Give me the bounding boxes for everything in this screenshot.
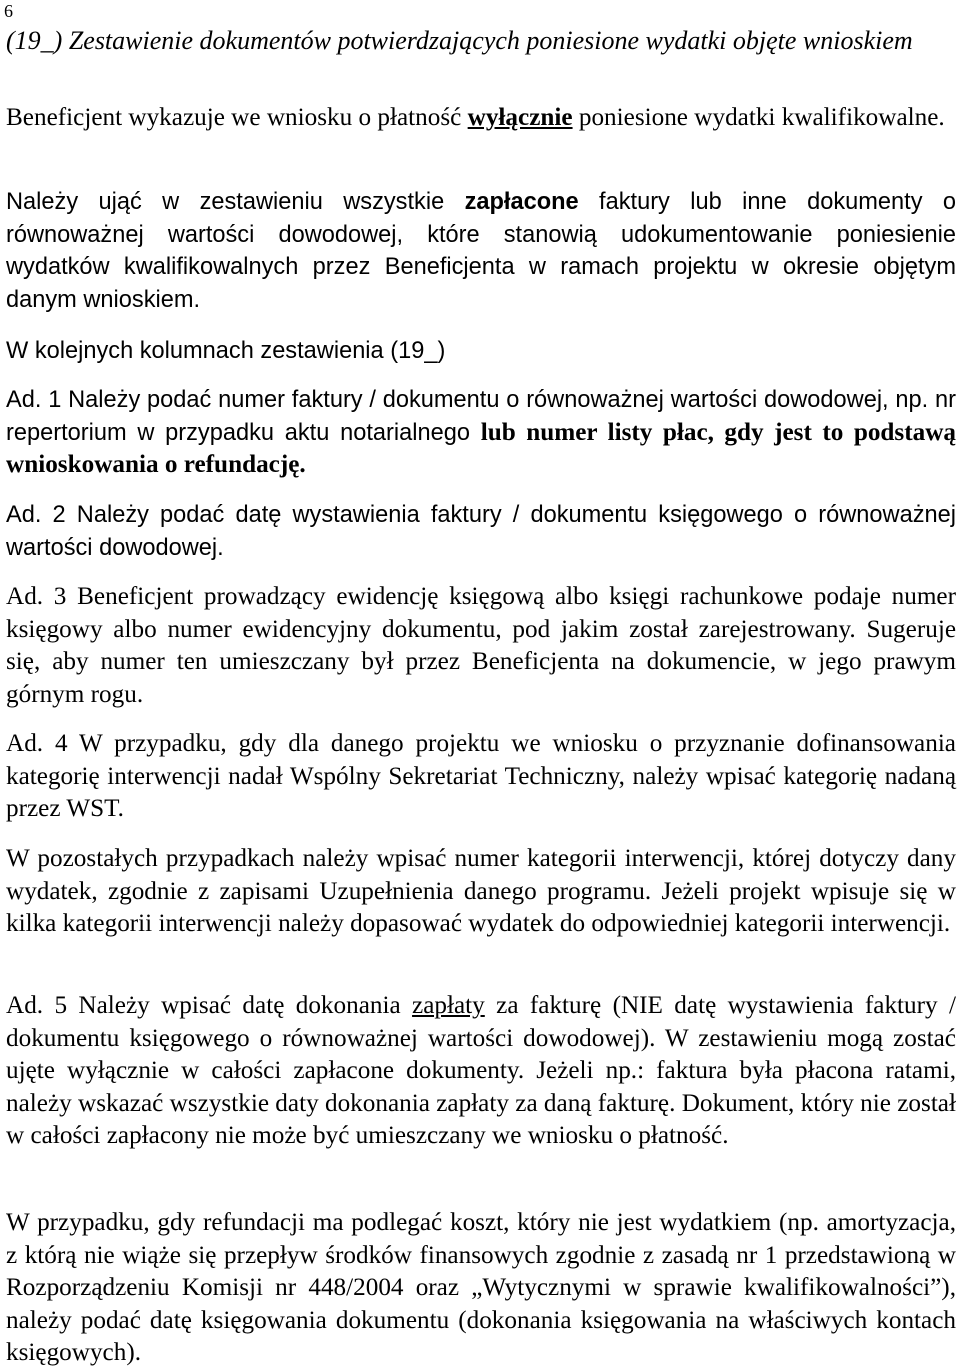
paragraph-ad-2 (6, 499, 956, 564)
paragraph-text: Ad. 2 Należy podać datę wystawienia faktury / dokumentu księgowego o równoważnej wartości dowodowej. (6, 502, 956, 561)
paragraph-other-cases (6, 843, 956, 941)
paragraph-paid-invoices (6, 186, 956, 316)
paragraph-text: faktury lub inne dokumenty o równoważnej wartości dowodowej, które stanowią udokumentowanie poniesienie wydatków kwalifikowalnych przez Beneficjenta w ramach projektu w okresie objętym danym wnioskiem. (6, 189, 956, 313)
paragraph-text: Beneficjent wykazuje we wniosku o płatność (6, 104, 468, 131)
paragraph-ad-5 (6, 990, 956, 1153)
paragraph-text: Ad. 1 Należy podać numer faktury / dokumentu o równoważnej wartości dowodowej, np. nr repertorium w przypadku aktu notarialnego (6, 387, 956, 446)
paragraph-text: Ad. 4 W przypadku, gdy dla danego projektu we wniosku o przyznanie dofinansowania kategorię interwencji nadał Wspólny Sekretariat Techniczny, należy wpisać kategorię nadaną przez WST. (6, 730, 956, 823)
paragraph-text: W przypadku, gdy refundacji ma podlegać koszt, który nie jest wydatkiem (np. amortyzacja, z którą nie wiąże się przepływ środków finansowych zgodnie z zasadą nr 1 przedstawioną w Rozporządzeniu Komisji nr 448/2004 oraz „Wytycznymi w sprawie kwalifikowalności”), należy podać datę księgowania dokumentu (dokonania księgowania na właściwych kontach księgowych). (6, 1209, 956, 1367)
paragraph-ad-1 (6, 384, 956, 482)
paragraph-eligible-expenses (6, 102, 956, 135)
paragraph-ad-4 (6, 728, 956, 826)
emphasis-text: wyłącznie (467, 104, 573, 131)
paragraph-refund-cost (6, 1207, 956, 1370)
paragraph-ad-3 (6, 581, 956, 711)
paragraph-text: Należy ująć w zestawieniu wszystkie (6, 189, 465, 215)
emphasis-text: zapłaty (412, 992, 485, 1019)
paragraph-text: za fakturę (NIE datę wystawienia faktury / dokumentu księgowego o równoważnej wartości dowodowej). W zestawieniu mogą zostać ujęte wyłącznie w całości zapłacone dokumenty. Jeżeli np.: faktura była płacona ratami, należy wskazać wszystkie daty dokonania zapłaty za daną fakturę. Dokument, który nie został w całości zapłacony nie może być umieszczany we wniosku o płatność. (6, 992, 956, 1150)
paragraph-text: W pozostałych przypadkach należy wpisać numer kategorii interwencji, której dotyczy dany wydatek, zgodnie z zapisami Uzupełnienia danego programu. Jeżeli projekt wpisuje się w kilka kategorii interwencji należy dopasować wydatek do odpowiedniej kategorii interwencji. (6, 845, 956, 938)
emphasis-text: zapłacone (464, 189, 579, 215)
paragraph-columns-intro (6, 335, 956, 368)
paragraph-text: poniesione wydatki kwalifikowalne. (572, 104, 945, 131)
paragraph-text: W kolejnych kolumnach zestawienia (19_) (6, 338, 446, 364)
emphasis-text: lub numer listy płac, gdy jest to podstawą wnioskowania o refundację. (6, 418, 956, 479)
page-number: 6 (4, 1, 13, 21)
paragraph-text: Ad. 5 Należy wpisać datę dokonania (6, 992, 413, 1019)
section-heading: (19_) Zestawienie dokumentów potwierdzających poniesione wydatki objęte wnioskiem (6, 26, 913, 55)
paragraph-text: Ad. 3 Beneficjent prowadzący ewidencję księgową albo księgi rachunkowe podaje numer księgowy albo numer ewidencyjny dokumentu, pod jakim został zarejestrowany. Sugeruje się, aby numer ten umieszczany był przez Beneficjenta na dokumencie, w jego prawym górnym rogu. (6, 583, 956, 708)
